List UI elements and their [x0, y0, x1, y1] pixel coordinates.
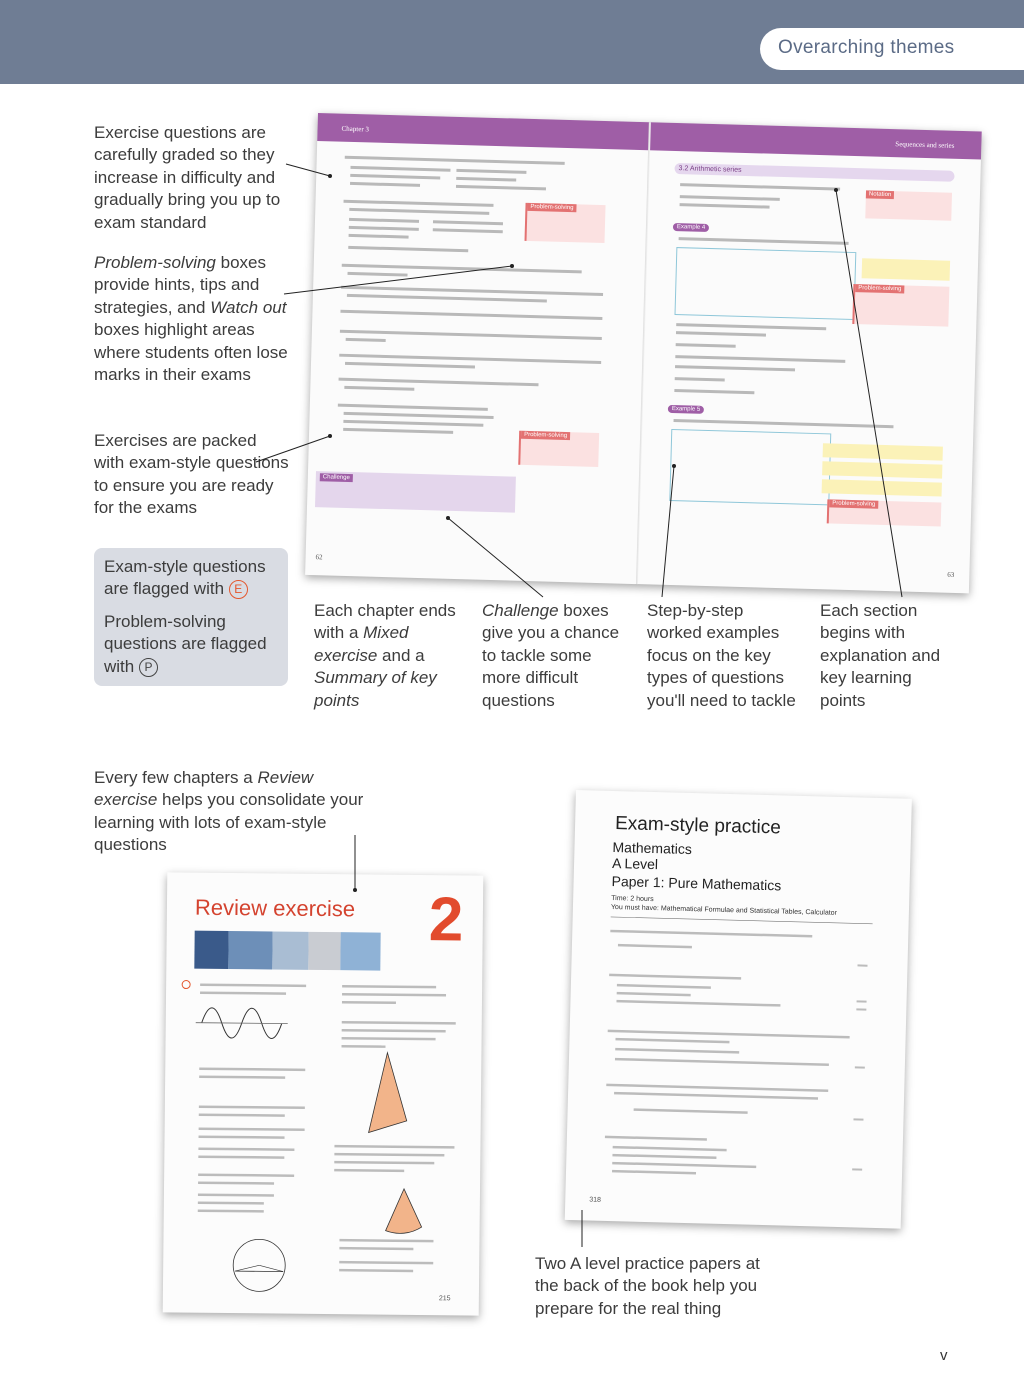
example-4-number: 4 [701, 224, 706, 231]
page-number: v [940, 1347, 948, 1364]
note-exam-style-text: Exercises are packed with exam-style questions to ensure you are ready for the exams [94, 431, 289, 518]
exam-level: A Level [611, 854, 659, 873]
problem-flag-icon: P [139, 658, 158, 677]
section-number: 3.2 [678, 165, 689, 173]
review-title: Review exercise [194, 894, 356, 922]
exam-paper: Paper 1: Pure Mathematics [611, 872, 782, 894]
review-text-1: Every few chapters a [94, 768, 258, 787]
exam-time: Time: 2 hours [611, 894, 654, 904]
problem-solving-text-1: boxes provide hints, tips and strategies, and [94, 253, 266, 317]
challenge-em: Challenge [482, 601, 559, 620]
section-intro-text: Each section begins with explanation and key learning points [820, 601, 941, 710]
example-4-text: Example [676, 224, 701, 231]
chapter-text-2: and a [377, 645, 425, 665]
left-header-text: Chapter 3 [341, 124, 370, 134]
pointer-line-exam-style [256, 436, 330, 462]
example-5-number: 5 [696, 406, 701, 413]
section-tab-label: Overarching themes [778, 37, 955, 58]
review-page-number: 215 [438, 1295, 451, 1303]
pointer-line-graded [286, 164, 330, 176]
left-page-number: 62 [315, 553, 323, 562]
practice-papers-text: Two A level practice papers at the back of the book help you prepare for the real thing [535, 1254, 760, 1318]
chapter-text-1: Each chapter ends with a [314, 601, 456, 643]
pointer-line-worked [662, 466, 674, 597]
pointer-line-problem-solving [284, 266, 512, 294]
note-graded-text: Exercise questions are carefully graded so they increase in difficulty and gradually bring you up to exam standard [94, 123, 281, 232]
problem-solving-text-2: boxes highlight areas where students often lose marks in their exams [94, 320, 288, 385]
exam-materials: You must have: Mathematical Formulae and Statistical Tables, Calculator [610, 903, 838, 917]
review-text-2: helps you consolidate your learning with lots of exam-style questions [94, 790, 364, 855]
pointer-line-challenge [448, 518, 543, 597]
section-title: Arithmetic series [689, 165, 742, 174]
problem-solving-box-label: Problem-solving [521, 431, 570, 440]
exam-flag-icon: E [229, 580, 248, 599]
right-header-text: Sequences and series [895, 140, 955, 150]
worked-examples-text: Step-by-step worked examples focus on the key types of questions you'll need to tackle [647, 601, 796, 710]
mixed-exercise-em: Mixed exercise [314, 623, 409, 665]
exam-style-flag-text: Exam-style questions are flagged with [104, 557, 266, 599]
example-5-text: Example [671, 405, 696, 413]
challenge-text: boxes give you a chance to tackle some more difficult questions [482, 601, 620, 710]
problem-solving-box-label: Problem-solving [527, 203, 576, 212]
exam-title: Exam-style practice [614, 813, 782, 839]
exam-subject: Mathematics [612, 838, 693, 858]
problem-solving-box-label: Problem-solving [855, 284, 904, 293]
notation-box-label: Notation [866, 190, 895, 199]
review-exercise-em: Review exercise [94, 768, 314, 810]
right-page-number: 63 [947, 570, 955, 579]
problem-solving-em: Problem-solving [94, 253, 216, 272]
watch-out-em: Watch out [210, 297, 287, 317]
problem-solving-flag-text: Problem-solving questions are flagged with [104, 611, 267, 676]
problem-solving-box-label: Problem-solving [829, 499, 878, 508]
challenge-box-label: Challenge [320, 473, 353, 482]
exam-page-number: 318 [589, 1196, 602, 1204]
pointer-line-section [836, 190, 902, 597]
review-number: 2 [428, 885, 464, 955]
summary-em: Summary of key points [314, 668, 437, 710]
